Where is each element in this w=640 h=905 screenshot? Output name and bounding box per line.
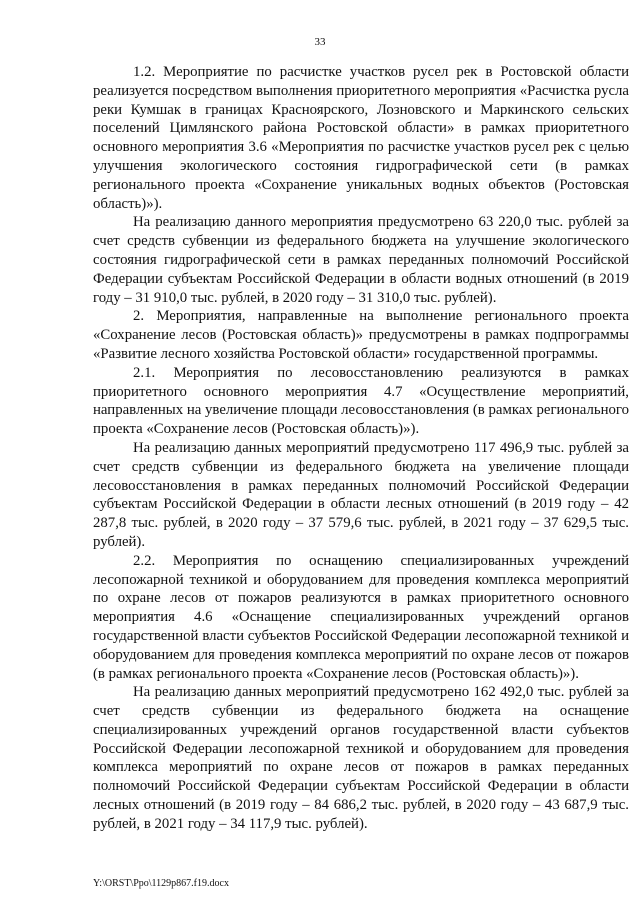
paragraph-2-1-reforestation: 2.1. Мероприятия по лесовосстановлению реализуются в рамках приоритетного основного мероприятия 4.7 «Осуществление мероприятий, направленных на увеличение площади лесовосстановления (в рамках регионального проекта «Сохранение лесов (Ростовская область)»).	[93, 364, 629, 438]
footer-file-path: Y:\ORST\Ppo\1129p867.f19.docx	[93, 878, 229, 889]
page-number: 33	[314, 36, 326, 48]
paragraph-firefighting-funding: На реализацию данных мероприятий предусмотрено 162 492,0 тыс. рублей за счет средств субвенции из федерального бюджета на оснащение специализированных учреждений органов государственной власти субъектов Российской Федерации лесопожарной техникой и оборудованием для проведения комплекса мероприятий по охране лесов от пожаров в рамках переданных полномочий Российской Федерации субъектам Российской Федерации в области лесных отношений (в 2019 году – 84 686,2 тыс. рублей, в 2020 году – 43 687,9 тыс. рублей, в 2021 году – 34 117,9 тыс. рублей).	[93, 684, 629, 832]
paragraph-riverbed-funding: На реализацию данного мероприятия предусмотрено 63 220,0 тыс. рублей за счет средств субвенции из федерального бюджета на улучшение экологического состояния гидрографической сети в рамках переданных полномочий Российской Федерации субъектам Российской Федерации в области водных отношений (в 2019 году – 31 910,0 тыс. рублей, в 2020 году – 31 310,0 тыс. рублей).	[93, 214, 629, 306]
document-body	[93, 63, 629, 834]
paragraph-1-2-riverbed-clearing: 1.2. Мероприятие по расчистке участков русел рек в Ростовской области реализуется посредством выполнения приоритетного мероприятия «Расчистка русла реки Кумшак в границах Красноярского, Лозновского и Маркинского сельских поселений Цимлянского района Ростовской области» в рамках приоритетного основного мероприятия 3.6 «Мероприятия по расчистке участков русел рек с целью улучшения экологического состояния гидрографической сети (в рамках регионального проекта «Сохранение уникальных водных объектов (Ростовская область)»).	[93, 64, 629, 212]
paragraph-2-2-firefighting-equipment: 2.2. Мероприятия по оснащению специализированных учреждений лесопожарной техникой и оборудованием для проведения комплекса мероприятий по охране лесов от пожаров реализуются в рамках приоритетного основного мероприятия 4.6 «Оснащение специализированных учреждений органов государственной власти субъектов Российской Федерации лесопожарной техникой и оборудованием для проведения комплекса мероприятий по охране лесов от пожаров (в рамках регионального проекта «Сохранение лесов (Ростовская область)»).	[93, 552, 629, 682]
paragraph-2-forest-project: 2. Мероприятия, направленные на выполнение регионального проекта «Сохранение лесов (Ростовская область)» предусмотрены в рамках подпрограммы «Развитие лесного хозяйства Ростовской области» государственной программы.	[93, 308, 629, 362]
paragraph-reforestation-funding: На реализацию данных мероприятий предусмотрено 117 496,9 тыс. рублей за счет средств субвенции из федерального бюджета на увеличение площади лесовосстановления в рамках переданных полномочий Российской Федерации субъектам Российской Федерации в области лесных отношений (в 2019 году – 42 287,8 тыс. рублей, в 2020 году – 37 579,6 тыс. рублей, в 2021 году – 37 629,5 тыс. рублей).	[93, 439, 629, 550]
